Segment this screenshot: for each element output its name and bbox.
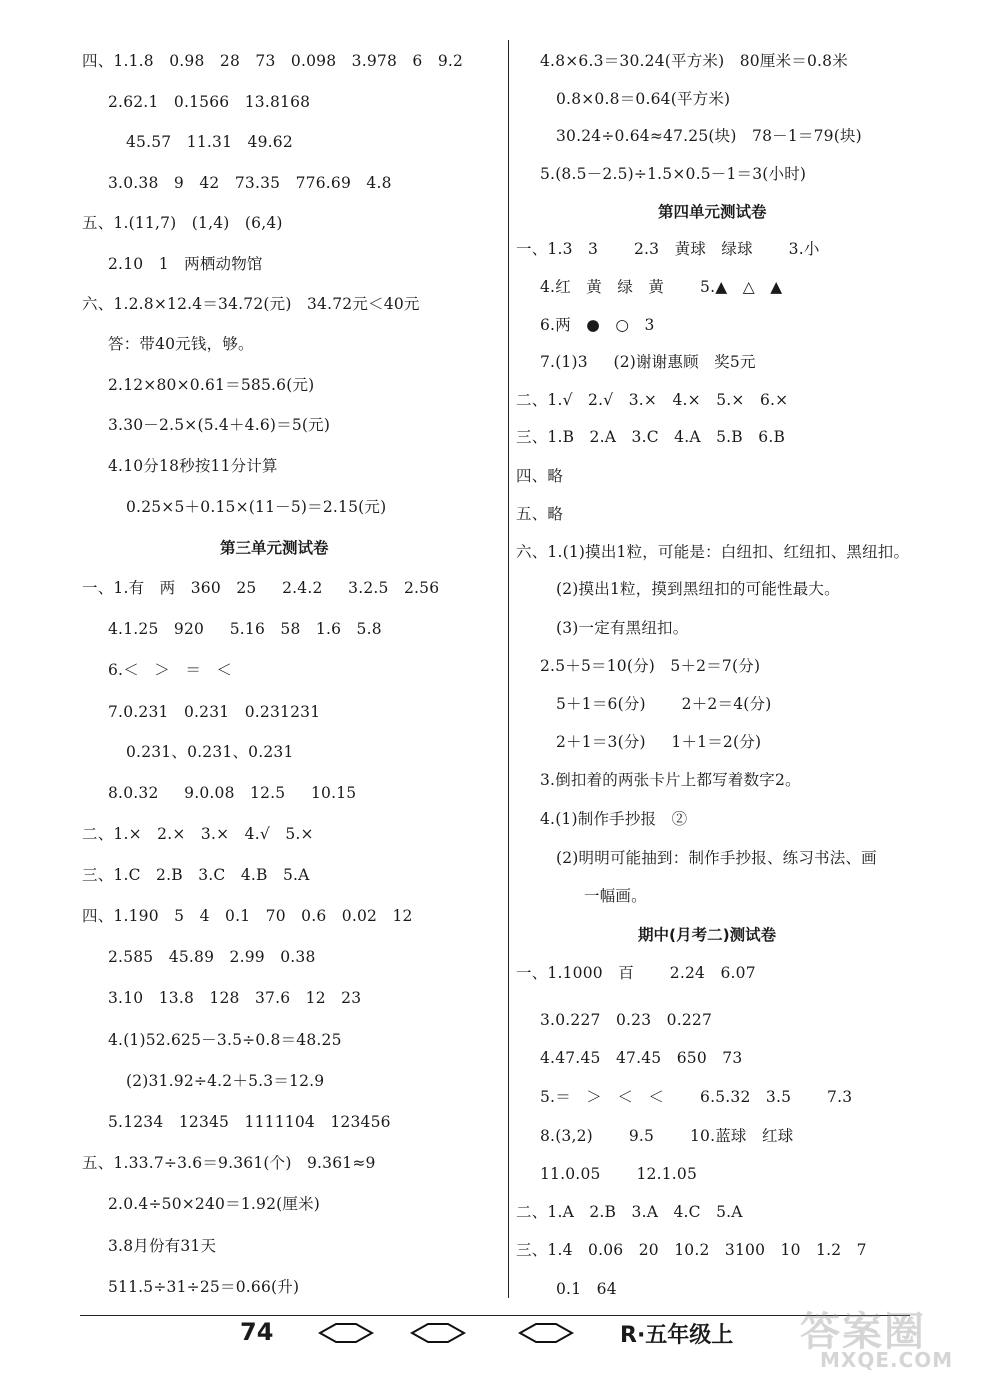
answer-line: 3.0.38 9 42 73.35 776.69 4.8 [108,174,392,192]
answer-line: 四、1.1.8 0.98 28 73 0.098 3.978 6 9.2 [82,52,464,70]
answer-line: 5.(8.5－2.5)÷1.5×0.5－1＝3(小时) [540,165,807,183]
answer-line: 30.24÷0.64≈47.25(块) 78－1＝79(块) [556,127,862,145]
answer-line: 2.12×80×0.61＝585.6(元) [108,376,315,394]
answer-line: 3.倒扣着的两张卡片上都写着数字2。 [540,771,801,789]
answer-line: 8.(3,2) 9.5 10.蓝球 红球 [540,1127,794,1145]
answer-line: 4.10分18秒按11分计算 [108,457,278,475]
answer-line: 三、1.C 2.B 3.C 4.B 5.A [82,866,310,884]
answer-line: 五、1.33.7÷3.6＝9.361(个) 9.361≈9 [82,1154,376,1172]
answer-line: 一幅画。 [584,887,647,905]
section-heading: 第四单元测试卷 [658,203,767,221]
answer-line: 二、1.√ 2.√ 3.× 4.× 5.× 6.× [516,391,789,409]
watermark-text-cn: 答案圈 [800,1309,926,1355]
watermark-text-en: MXQE.COM [820,1348,954,1372]
answer-line: 511.5÷31÷25＝0.66(升) [108,1278,300,1296]
column-divider [508,40,509,1298]
answer-line: (2)31.92÷4.2＋5.3＝12.9 [126,1072,325,1090]
section-heading: 期中(月考二)测试卷 [638,926,777,944]
section-heading: 第三单元测试卷 [220,539,329,557]
answer-line: 3.10 13.8 128 37.6 12 23 [108,989,362,1007]
answer-line: 4.红 黄 绿 黄 5.▲ △ ▲ [540,278,783,296]
answer-line: (3)一定有黑纽扣。 [556,619,689,637]
answer-line: 2＋1＝3(分) 1＋1＝2(分) [556,733,762,751]
answer-line: 4.47.45 47.45 650 73 [540,1049,743,1067]
answer-line: 0.25×5＋0.15×(11－5)＝2.15(元) [126,498,387,516]
answer-line: 三、1.4 0.06 20 10.2 3100 10 1.2 7 [516,1241,867,1259]
answer-line: 0.8×0.8＝0.64(平方米) [556,90,731,108]
answer-line: 11.0.05 12.1.05 [540,1165,698,1183]
answer-line: 二、1.× 2.× 3.× 4.√ 5.× [82,825,314,843]
page-number: 74 [240,1318,274,1346]
answer-line: 2.5＋5＝10(分) 5＋2＝7(分) [540,657,761,675]
answer-line: 6.＜ ＞ ＝ ＜ [108,661,233,679]
answer-line: 3.30－2.5×(5.4＋4.6)＝5(元) [108,416,331,434]
watermark-logo [800,1300,990,1372]
answer-line: 8.0.32 9.0.08 12.5 10.15 [108,784,357,802]
answer-line: 5.＝ ＞ ＜ ＜ 6.5.32 3.5 7.3 [540,1088,853,1106]
answer-line: 4.(1)52.625－3.5÷0.8＝48.25 [108,1031,342,1049]
answer-line: 2.10 1 两栖动物馆 [108,255,263,273]
answer-line: 2.0.4÷50×240＝1.92(厘米) [108,1195,321,1213]
diamond-ornament-icon [318,1322,374,1344]
answer-line: 5＋1＝6(分) 2＋2＝4(分) [556,695,772,713]
answer-line: 0.231、0.231、0.231 [126,743,294,761]
answer-line: 六、1.(1)摸出1粒，可能是：白纽扣、红纽扣、黑纽扣。 [516,543,910,561]
answer-line: 7.0.231 0.231 0.231231 [108,703,321,721]
answer-line: 一、1.3 3 2.3 黄球 绿球 3.小 [516,240,820,258]
answer-line: 五、略 [516,505,564,523]
diamond-ornament-icon [410,1322,466,1344]
answer-line: 0.1 64 [556,1280,617,1298]
answer-line: 5.1234 12345 1111104 123456 [108,1113,391,1131]
answer-line: 3.8月份有31天 [108,1237,217,1255]
answer-line: 4.(1)制作手抄报 ② [540,810,688,828]
answer-line: 三、1.B 2.A 3.C 4.A 5.B 6.B [516,428,786,446]
answer-line: 4.8×6.3＝30.24(平方米) 80厘米＝0.8米 [540,52,848,70]
answer-line: 四、略 [516,467,564,485]
answer-line: 一、1.1000 百 2.24 6.07 [516,964,756,982]
diamond-ornament-icon [518,1322,574,1344]
answer-line: (2)摸出1粒，摸到黑纽扣的可能性最大。 [556,580,840,598]
footer-rule [80,1315,910,1316]
answer-line: 2.62.1 0.1566 13.8168 [108,93,311,111]
answer-line: 答：带40元钱，够。 [108,335,254,353]
answer-line: 四、1.190 5 4 0.1 70 0.6 0.02 12 [82,907,413,925]
answer-line: 五、1.(11,7) (1,4) (6,4) [82,214,283,232]
answer-line: (2)明明可能抽到：制作手抄报、练习书法、画 [556,849,877,867]
answer-line: 45.57 11.31 49.62 [126,133,293,151]
answer-line: 3.0.227 0.23 0.227 [540,1011,713,1029]
answer-line: 六、1.2.8×12.4＝34.72(元) 34.72元＜40元 [82,295,420,313]
answer-line: 6.两 ● ○ 3 [540,316,655,334]
answer-line: 一、1.有 两 360 25 2.4.2 3.2.5 2.56 [82,579,440,597]
answer-line: 2.585 45.89 2.99 0.38 [108,948,316,966]
grade-label: R·五年级上 [620,1323,734,1348]
answer-line: 4.1.25 920 5.16 58 1.6 5.8 [108,620,382,638]
answer-line: 7.(1)3 (2)谢谢惠顾 奖5元 [540,353,756,371]
answer-line: 二、1.A 2.B 3.A 4.C 5.A [516,1203,743,1221]
